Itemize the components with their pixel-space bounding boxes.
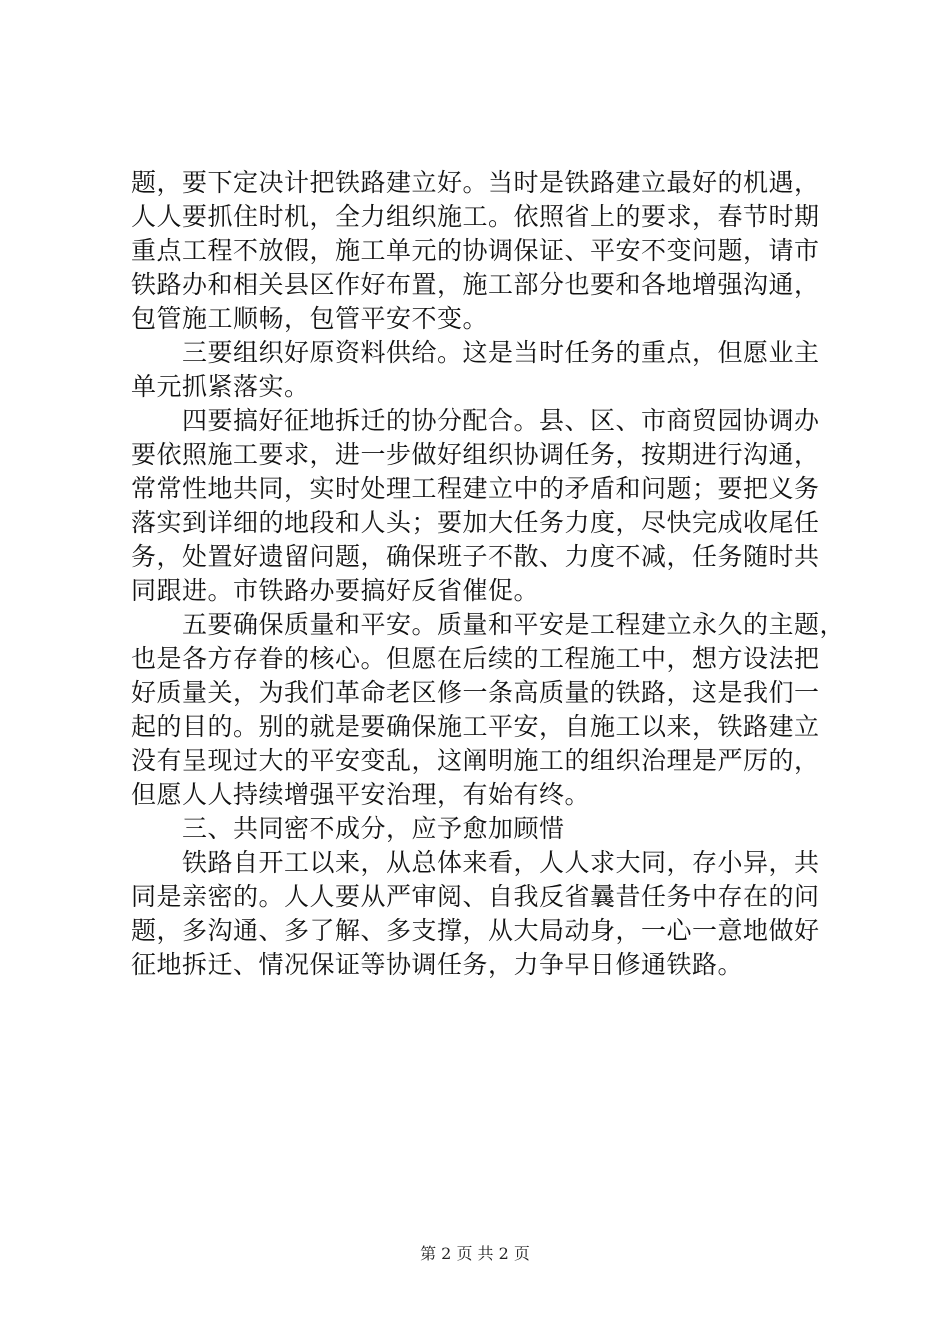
text-line: 人人要抓住时机，全力组织施工。依照省上的要求，春节时期 xyxy=(131,202,820,231)
text-line: 题，要下定决计把铁路建立好。当时是铁路建立最好的机遇， xyxy=(131,168,820,197)
text-line: 落实到详细的地段和人头；要加大任务力度，尽快完成收尾任 xyxy=(131,508,820,537)
text-line: 四要搞好征地拆迁的协分配合。县、区、市商贸园协调办 xyxy=(131,406,820,435)
body-text xyxy=(131,166,846,982)
text-line: 好质量关，为我们革命老区修一条高质量的铁路，这是我们一 xyxy=(131,678,820,707)
text-line: 包管施工顺畅，包管平安不变。 xyxy=(131,304,489,333)
text-line: 重点工程不放假，施工单元的协调保证、平安不变问题，请市 xyxy=(131,236,820,265)
page-number-footer: 第 2 页 共 2 页 xyxy=(420,1244,530,1263)
text-line: 务，处置好遗留问题，确保班子不散、力度不减，任务随时共 xyxy=(131,542,820,571)
text-line: 铁路办和相关县区作好布置，施工部分也要和各地增强沟通， xyxy=(131,270,820,299)
text-line: 但愿人人持续增强平安治理，有始有终。 xyxy=(131,780,591,809)
text-line: 没有呈现过大的平安变乱，这阐明施工的组织治理是严厉的， xyxy=(131,746,820,775)
text-line: 也是各方存眷的核心。但愿在后续的工程施工中，想方设法把 xyxy=(131,644,820,673)
text-line: 同跟进。市铁路办要搞好反省催促。 xyxy=(131,576,540,605)
section-heading: 三、共同密不成分，应予愈加顾惜 xyxy=(131,814,565,843)
text-line: 同是亲密的。人人要从严审阅、自我反省曩昔任务中存在的问 xyxy=(131,882,820,911)
text-line: 三要组织好原资料供给。这是当时任务的重点，但愿业主 xyxy=(131,338,820,367)
text-line: 常常性地共同，实时处理工程建立中的矛盾和问题；要把义务 xyxy=(131,474,820,503)
text-line: 单元抓紧落实。 xyxy=(131,372,310,401)
text-line: 铁路自开工以来，从总体来看，人人求大同，存小异，共 xyxy=(131,848,820,877)
text-line: 征地拆迁、情况保证等协调任务，力争早日修通铁路。 xyxy=(131,950,744,979)
text-line: 题，多沟通、多了解、多支撑，从大局动身，一心一意地做好 xyxy=(131,916,820,945)
text-line: 五要确保质量和平安。质量和平安是工程建立永久的主题， xyxy=(131,610,846,639)
text-line: 要依照施工要求，进一步做好组织协调任务，按期进行沟通， xyxy=(131,440,820,469)
text-line: 起的目的。别的就是要确保施工平安，自施工以来，铁路建立 xyxy=(131,712,820,741)
